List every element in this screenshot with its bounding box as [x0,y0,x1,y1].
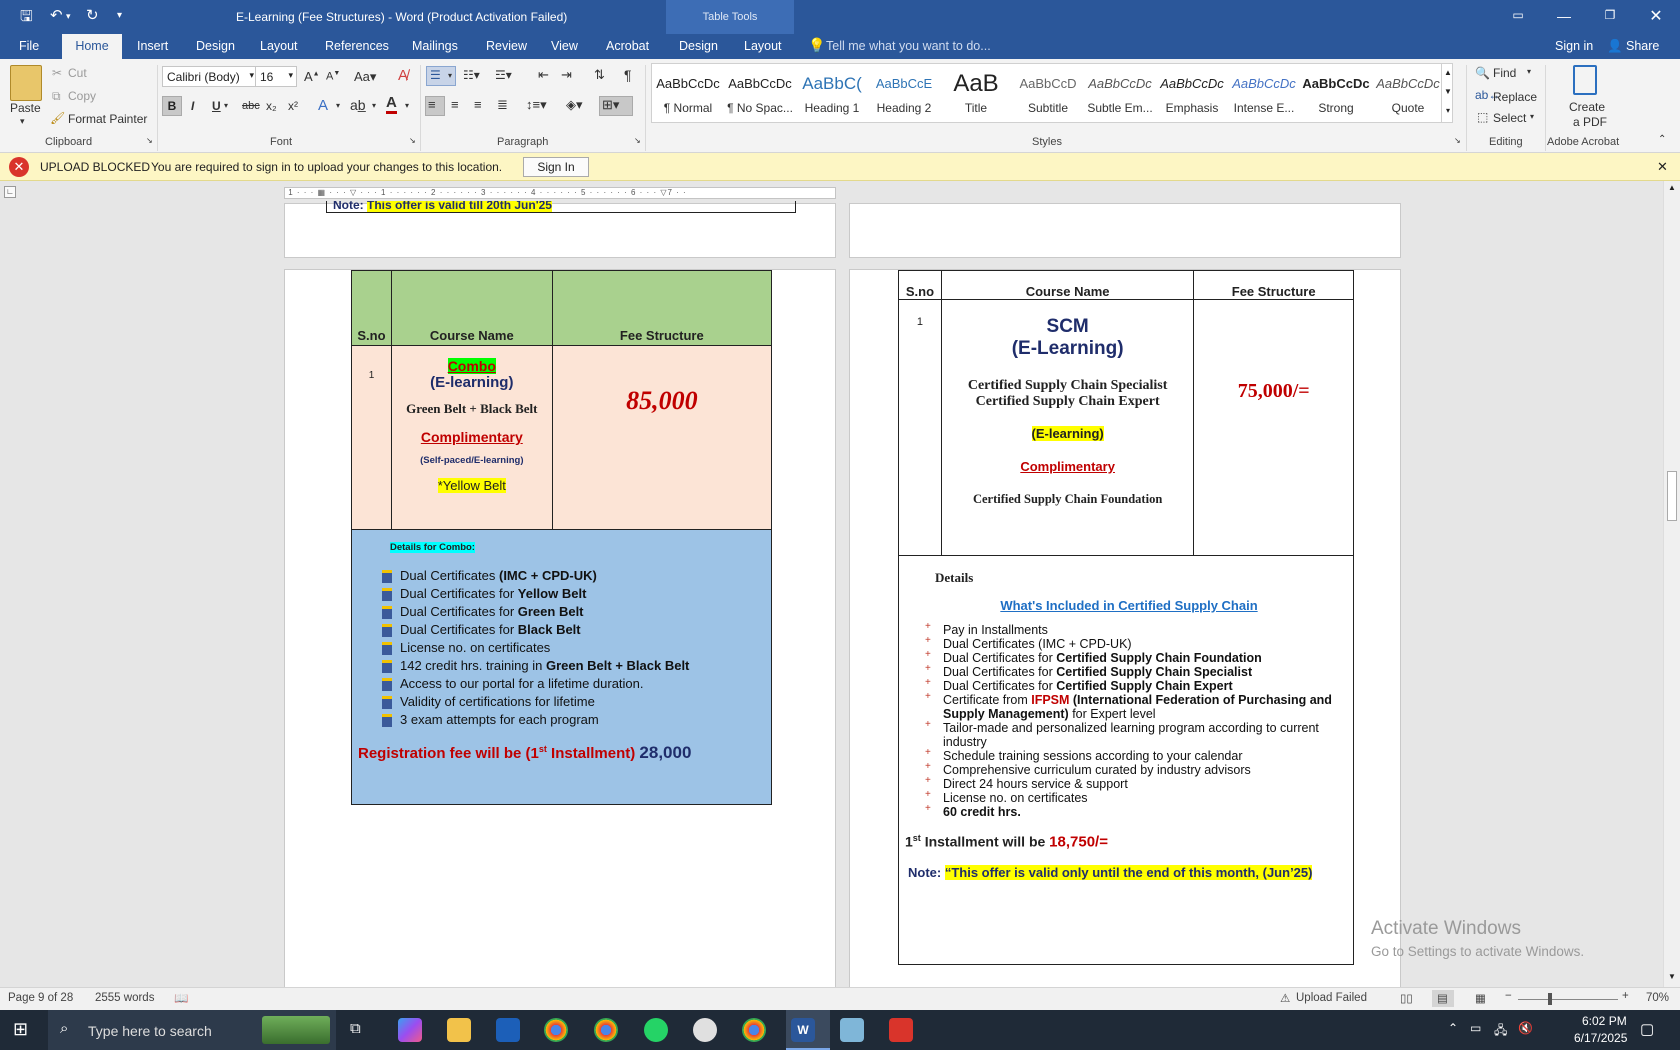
list-item [376,585,771,603]
close-message-icon[interactable]: ✕ [1657,159,1668,174]
selfpaced-label: (Self-paced/E-learning) [420,455,524,466]
divider [645,65,646,151]
share-button[interactable]: Share [1626,39,1660,53]
whats-included-link: What's Included in Certified Supply Chain [1000,598,1258,613]
activate-windows-title: Activate Windows [1371,918,1521,939]
item-text: Dual Certificates for [943,651,1057,665]
web-layout-icon[interactable]: ▦ [1475,993,1486,1005]
item-bold-text: Black Belt [517,622,581,637]
text-effects-dropdown-icon[interactable]: ▾ [336,101,341,110]
underline-button[interactable]: U [212,99,221,113]
item-text: 142 credit hrs. training in [400,658,546,673]
item-red-text: IFPSM [1031,693,1070,707]
list-item [905,721,1345,749]
superscript-button[interactable]: x² [288,99,298,113]
note-box [326,201,796,213]
item-text: Tailor-made and personalized learning program according to current industry [943,721,1319,749]
style-6[interactable] [1085,71,1155,115]
message-text: You are required to sign in to upload your changes to this location. [151,160,503,174]
style-1[interactable] [725,71,795,115]
format-painter-button[interactable]: Format Painter [68,112,148,126]
list-item [376,639,771,657]
item-text: Direct 24 hours service & support [943,777,1128,791]
font-size-box[interactable] [255,66,297,87]
document-area [0,181,1663,987]
scissors-icon: ✂ [52,66,63,80]
clipboard-launcher-icon[interactable]: ↘ [146,136,153,145]
style-preview: AaBbCcE [875,76,933,91]
tab-table-design[interactable]: Design [679,39,718,53]
item-text: Dual Certificates for [943,679,1057,693]
select-icon: ⬚ [1477,110,1489,124]
item-text: Pay in Installments [943,623,1048,637]
header-sno: S.no [905,284,935,299]
upload-failed-status[interactable]: Upload Failed [1296,992,1367,1004]
sign-in-button[interactable]: Sign In [523,157,589,177]
search-icon: ⌕ [60,1020,69,1037]
cut-button[interactable]: Cut [68,66,87,80]
yellow-belt-label: *Yellow Belt [437,478,506,493]
list-item [905,777,1345,791]
clock-time[interactable]: 6:02 PM [1582,1014,1627,1028]
item-bold-text: 60 credit hrs. [943,805,1021,819]
chrome-icon[interactable] [544,1018,568,1042]
right-fee-table [898,270,1354,965]
tab-view[interactable]: View [551,39,578,53]
whatsapp-icon[interactable] [644,1018,668,1042]
activate-windows-subtitle: Go to Settings to activate Windows. [1371,944,1585,959]
horizontal-ruler[interactable]: 1 · · · ▦ · · · ▽ · · · 1 · · · · · · 2 · · · · · · 3 · · · · · · 4 · · · · · · 5 · · · · · · 6 · · · ▽7 · · [284,187,836,199]
item-bold-text: Certified Supply Chain Foundation [1056,651,1262,665]
create-pdf-label[interactable]: Create [1569,100,1606,114]
font-size-value: 16 [260,70,274,84]
font-group-label: Font [270,136,293,148]
lightbulb-icon: 💡 [808,37,826,53]
item-text: Comprehensive curriculum curated by industry advisors [943,763,1251,777]
paste-button[interactable]: Paste [10,101,41,115]
fee-amount: 75,000/= [1237,380,1310,402]
tab-design[interactable]: Design [196,39,235,53]
network-icon[interactable]: 🖧 [1494,1023,1508,1037]
style-name: Intense E... [1233,101,1295,115]
row-sno: 1 [916,316,924,328]
style-preview: AaBbCcDc [1376,76,1440,91]
list-item [376,711,771,729]
replace-icon: ab↔ [1475,88,1501,102]
styles-group-label: Styles [1032,136,1062,148]
decrease-indent-icon[interactable]: ⇤ [538,67,549,82]
font-launcher-icon[interactable]: ↘ [409,136,416,145]
list-item [905,805,1345,819]
borders-icon: ⊞▾ [602,97,620,112]
style-4[interactable] [941,71,1011,115]
italic-button[interactable]: I [191,99,195,113]
bullets-icon: ☰ [430,68,441,82]
table-tools-label: Table Tools [666,0,794,34]
shading-icon[interactable]: ◈▾ [566,97,583,112]
error-icon: ✕ [9,157,29,177]
complimentary-label: Complimentary [1020,459,1115,474]
left-fee-table [351,270,772,805]
page-left [284,269,836,987]
list-item [376,657,771,675]
collapse-ribbon-icon[interactable]: ⌃ [1658,134,1667,145]
inst-sup: st [912,833,921,843]
upload-failed-icon: ⚠ [1280,993,1291,1005]
item-text: Certificate from [943,693,1032,707]
clock-app-icon[interactable] [693,1018,717,1042]
undo-icon[interactable]: ↶ [50,7,63,24]
inst-text-post: Installment will be [920,833,1050,850]
header-course-name: Course Name [1025,284,1110,299]
select-button[interactable]: Select [1493,111,1527,125]
styles-launcher-icon[interactable]: ↘ [1454,136,1461,145]
cert-specialist: Certified Supply Chain Specialist [967,378,1168,393]
paragraph-group-label: Paragraph [497,136,549,148]
copy-button[interactable]: Copy [68,89,97,103]
text-effects-icon[interactable]: A [318,97,329,114]
zoom-level[interactable]: 70% [1646,992,1670,1004]
strikethrough-button[interactable]: abc [242,100,260,112]
align-center-icon[interactable]: ≡ [451,97,459,112]
change-case-icon[interactable]: Aa▾ [354,69,377,84]
zoom-out-icon[interactable]: − [1505,990,1512,1002]
show-formatting-icon[interactable]: ¶ [624,67,632,83]
tab-mailings[interactable]: Mailings [412,39,458,53]
highlight-color-icon[interactable]: ab̲ [350,97,366,113]
style-name: ¶ No Spac... [727,101,793,115]
item-bold-text: Green Belt + Black Belt [545,658,690,673]
save-icon[interactable]: 🖫 [20,8,33,25]
paste-dropdown-icon[interactable]: ▾ [20,116,25,126]
scroll-down-icon[interactable]: ▼ [1668,972,1676,981]
task-view-icon[interactable]: ⧉ [350,1020,361,1037]
elearning-label: (E-learning) [430,374,514,391]
list-item [905,693,1345,721]
windows-start-icon[interactable]: ⊞ [13,1019,29,1039]
style-name: Strong [1318,101,1354,115]
list-item [376,621,771,639]
style-preview: AaBbCcDc [1088,76,1152,91]
word-icon: W [791,1018,815,1042]
divider [420,65,421,151]
item-text: License no. on certificates [943,791,1088,805]
registration-line [358,743,771,763]
customize-qat-icon[interactable]: ▾ [117,10,123,21]
divider [1545,65,1546,151]
row-sno: 1 [368,370,375,381]
tab-references[interactable]: References [325,39,389,53]
item-text: Dual Certificates for [400,604,518,619]
page-top-left [284,203,836,258]
item-text: 3 exam attempts for each program [400,712,599,727]
tab-file[interactable]: File [19,39,40,53]
reg-text: Registration fee will be (1 [358,745,539,762]
tray-chevron-icon[interactable]: ⌃ [1448,1021,1459,1035]
file-explorer-icon[interactable] [447,1018,471,1042]
tab-acrobat[interactable]: Acrobat [606,39,650,53]
zoom-in-icon[interactable]: + [1622,990,1629,1002]
status-bar [0,987,1680,1010]
note-label: Note: [908,864,942,880]
search-highlight-image [262,1016,330,1044]
paste-icon[interactable] [10,65,42,101]
editing-group-label: Editing [1489,136,1523,148]
highlight-dropdown-icon[interactable]: ▾ [372,101,377,110]
copy-icon: ⧉ [52,89,61,103]
tab-table-layout[interactable]: Layout [744,39,782,53]
elearning-heading: (E-Learning) [1011,338,1124,359]
offer-text: “This offer is valid only until the end of this month, (Jun’25) [944,864,1313,880]
remote-desktop-icon[interactable] [840,1018,864,1042]
style-name: Subtle Em... [1087,101,1153,115]
style-name: Title [964,101,988,115]
tab-home[interactable]: Home [62,34,122,59]
item-text: Dual Certificates for [943,665,1057,679]
grow-font-icon[interactable]: A▲ [304,69,320,84]
style-preview: AaB [953,71,999,97]
page-right [849,269,1401,987]
app-icon[interactable] [496,1018,520,1042]
item-bold-text: (International Federation of Purchasing and Supply Management) [943,693,1332,721]
format-painter-icon: 🖌 [50,111,66,125]
taskbar [0,1010,1680,1050]
item-text: Access to our portal for a lifetime duration. [400,676,644,691]
style-name: Heading 1 [804,101,860,115]
zoom-thumb[interactable] [1548,993,1552,1005]
list-item [376,693,771,711]
header-course-name: Course Name [429,328,514,343]
align-left-icon: ≡ [428,97,436,112]
find-icon: 🔍 [1475,66,1490,80]
style-8[interactable] [1229,71,1299,115]
acrobat-group-label: Adobe Acrobat [1547,136,1620,148]
details-list [905,623,1353,819]
style-3[interactable] [869,71,939,115]
details-list [358,567,771,729]
close-button[interactable]: ✕ [1649,8,1663,25]
print-layout-icon: ▤ [1437,993,1448,1005]
style-preview: AaBbCcDc [1302,76,1370,91]
list-item [905,679,1345,693]
item-text: Validity of certifications for lifetime [400,694,595,709]
style-5[interactable] [1013,71,1083,115]
header-fee-structure: Fee Structure [1231,284,1316,299]
tray-device-icon[interactable]: ▭ [1470,1021,1482,1035]
cert-expert: Certified Supply Chain Expert [975,394,1160,409]
message-bar [0,153,1680,181]
item-text: Schedule training sessions according to your calendar [943,749,1243,763]
line-spacing-icon[interactable]: ↕≡▾ [526,97,547,112]
tab-review[interactable]: Review [486,39,527,53]
vertical-scrollbar[interactable] [1663,181,1680,987]
item-tail-text: for Expert level [1068,707,1156,721]
chrome-alt-icon[interactable] [742,1018,766,1042]
belts-label: Green Belt + Black Belt [406,401,538,416]
complimentary-label: Complimentary [420,429,523,445]
underline-dropdown-icon[interactable]: ▾ [224,101,229,110]
redo-icon[interactable]: ↻ [86,7,99,24]
item-text: License no. on certificates [400,640,551,655]
style-name: ¶ Normal [663,101,713,115]
word-count[interactable]: 2555 words [95,992,155,1004]
list-item [905,623,1345,637]
list-item [376,567,771,585]
item-text: Dual Certificates for [400,586,518,601]
note-label: Note: [333,201,364,212]
replace-button[interactable]: Replace [1493,90,1538,104]
item-text: Dual Certificates [400,568,499,583]
style-preview: AaBbC( [802,74,862,93]
ribbon-tabs [0,34,1680,59]
style-preview: AaBbCcDc [728,76,792,91]
tell-me-box[interactable]: Tell me what you want to do... [826,39,991,53]
style-preview: AaBbCcDc [656,76,720,91]
note-line [905,865,1353,880]
restore-button[interactable]: ❐ [1604,8,1616,22]
tab-insert[interactable]: Insert [137,39,169,53]
search-placeholder: Type here to search [88,1023,212,1039]
list-item [905,749,1345,763]
combo-label: Combo [447,358,496,374]
tab-layout[interactable]: Layout [260,39,298,53]
cert-foundation: Certified Supply Chain Foundation [972,492,1163,506]
bold-button[interactable]: B [162,96,182,116]
divider [157,65,158,151]
style-preview: AaBbCcDc [1160,76,1224,91]
align-right-icon[interactable]: ≡ [474,97,482,112]
subscript-button[interactable]: x₂ [266,99,277,113]
scm-label: SCM [1046,316,1089,337]
offer-text: This offer is valid till 20th Jun'25 [367,201,552,212]
window-title: E-Learning (Fee Structures) - Word (Product Activation Failed) [236,10,568,24]
item-text: Dual Certificates (IMC + CPD-UK) [943,637,1132,651]
justify-icon[interactable]: ≣ [497,97,508,112]
clear-formatting-icon[interactable]: A̸ [398,67,409,84]
create-pdf-sublabel[interactable]: a PDF [1573,115,1608,129]
create-pdf-icon[interactable] [1573,65,1597,95]
minimize-button[interactable]: — [1557,8,1571,24]
details-title: Details for Combo: [390,542,475,553]
font-size-dropdown-icon: ▾ [288,70,293,80]
font-color-dropdown-icon[interactable]: ▾ [405,101,410,110]
shrink-font-icon[interactable]: A▼ [326,70,341,83]
reg-amount: 28,000 [639,743,692,762]
clipboard-group-label: Clipboard [45,136,93,148]
item-text: Dual Certificates for [400,622,518,637]
select-dropdown-icon[interactable]: ▾ [1530,112,1535,121]
multilevel-list-icon[interactable]: ☲▾ [495,68,512,82]
style-7[interactable] [1157,71,1227,115]
page-top-right [849,203,1401,258]
divider [1466,65,1467,151]
numbering-icon[interactable]: ☷▾ [463,68,480,82]
elearning-highlight: (E-learning) [1031,426,1104,441]
font-name-box[interactable] [162,66,258,87]
reg-text-post: Installment) [546,745,640,762]
page-count[interactable]: Page 9 of 28 [8,992,74,1004]
font-name-value: Calibri (Body) [167,70,240,84]
inst-amount: 18,750/= [1049,833,1108,851]
font-color-icon[interactable]: A [386,95,397,114]
item-bold-text: Certified Supply Chain Expert [1056,679,1233,693]
style-name: Heading 2 [876,101,932,115]
item-bold-text: (IMC + CPD-UK) [498,568,597,583]
item-bold-text: Green Belt [517,604,584,619]
notifications-icon[interactable]: ▢ [1640,1021,1655,1038]
copilot-icon[interactable] [398,1018,422,1042]
scroll-up-icon[interactable]: ▲ [1668,183,1676,192]
header-sno: S.no [357,328,386,343]
sign-in-link[interactable]: Sign in [1555,39,1594,53]
proofing-icon[interactable]: 📖 [174,993,189,1005]
styles-scroll[interactable]: ▲ ▼ ▾ [1441,63,1454,123]
reg-sup: st [538,744,547,754]
style-0[interactable] [653,71,723,115]
font-name-dropdown-icon: ▾ [249,70,254,80]
find-button[interactable]: Find [1493,66,1517,80]
zoom-slider[interactable] [1518,999,1618,1000]
volume-icon[interactable]: 🔇 [1518,1021,1533,1035]
fee-amount: 85,000 [626,386,698,415]
style-preview: AaBbCcDc [1232,76,1296,91]
chrome-profile-icon[interactable] [594,1018,618,1042]
style-name: Emphasis [1165,101,1219,115]
style-name: Subtitle [1027,101,1069,115]
increase-indent-icon[interactable]: ⇥ [561,67,572,82]
acrobat-icon[interactable] [889,1018,913,1042]
ribbon-display-icon[interactable]: ▭ [1512,8,1524,22]
header-fee-structure: Fee Structure [619,328,704,343]
list-item [905,665,1345,679]
sort-icon[interactable]: ⇅ [594,67,605,82]
list-item [905,651,1345,665]
scroll-thumb[interactable] [1667,471,1677,521]
list-item [905,763,1345,777]
style-9[interactable] [1301,71,1371,115]
inst-text: 1 [905,833,913,850]
tab-selector[interactable]: ∟ [4,186,16,198]
details-heading: Details [935,570,974,585]
title-bar [0,0,1680,34]
clock-date[interactable]: 6/17/2025 [1574,1031,1628,1045]
installment-line [905,833,1353,851]
bullets-dropdown-icon: ▾ [448,71,453,80]
style-2[interactable] [797,71,867,115]
undo-dropdown-icon[interactable]: ▾ [66,11,71,21]
list-item [376,675,771,693]
style-name: Quote [1391,101,1425,115]
paragraph-launcher-icon[interactable]: ↘ [634,136,641,145]
find-dropdown-icon[interactable]: ▾ [1527,67,1532,76]
list-item [905,791,1345,805]
style-10[interactable] [1373,71,1443,115]
person-icon: 👤 [1607,39,1623,53]
item-bold-text: Yellow Belt [517,586,587,601]
message-title: UPLOAD BLOCKED [40,160,151,174]
read-mode-icon[interactable]: ▯▯ [1400,993,1413,1005]
list-item [376,603,771,621]
list-item [905,637,1345,651]
ribbon [0,59,1680,153]
style-preview: AaBbCcD [1019,76,1077,91]
item-bold-text: Certified Supply Chain Specialist [1056,665,1253,679]
